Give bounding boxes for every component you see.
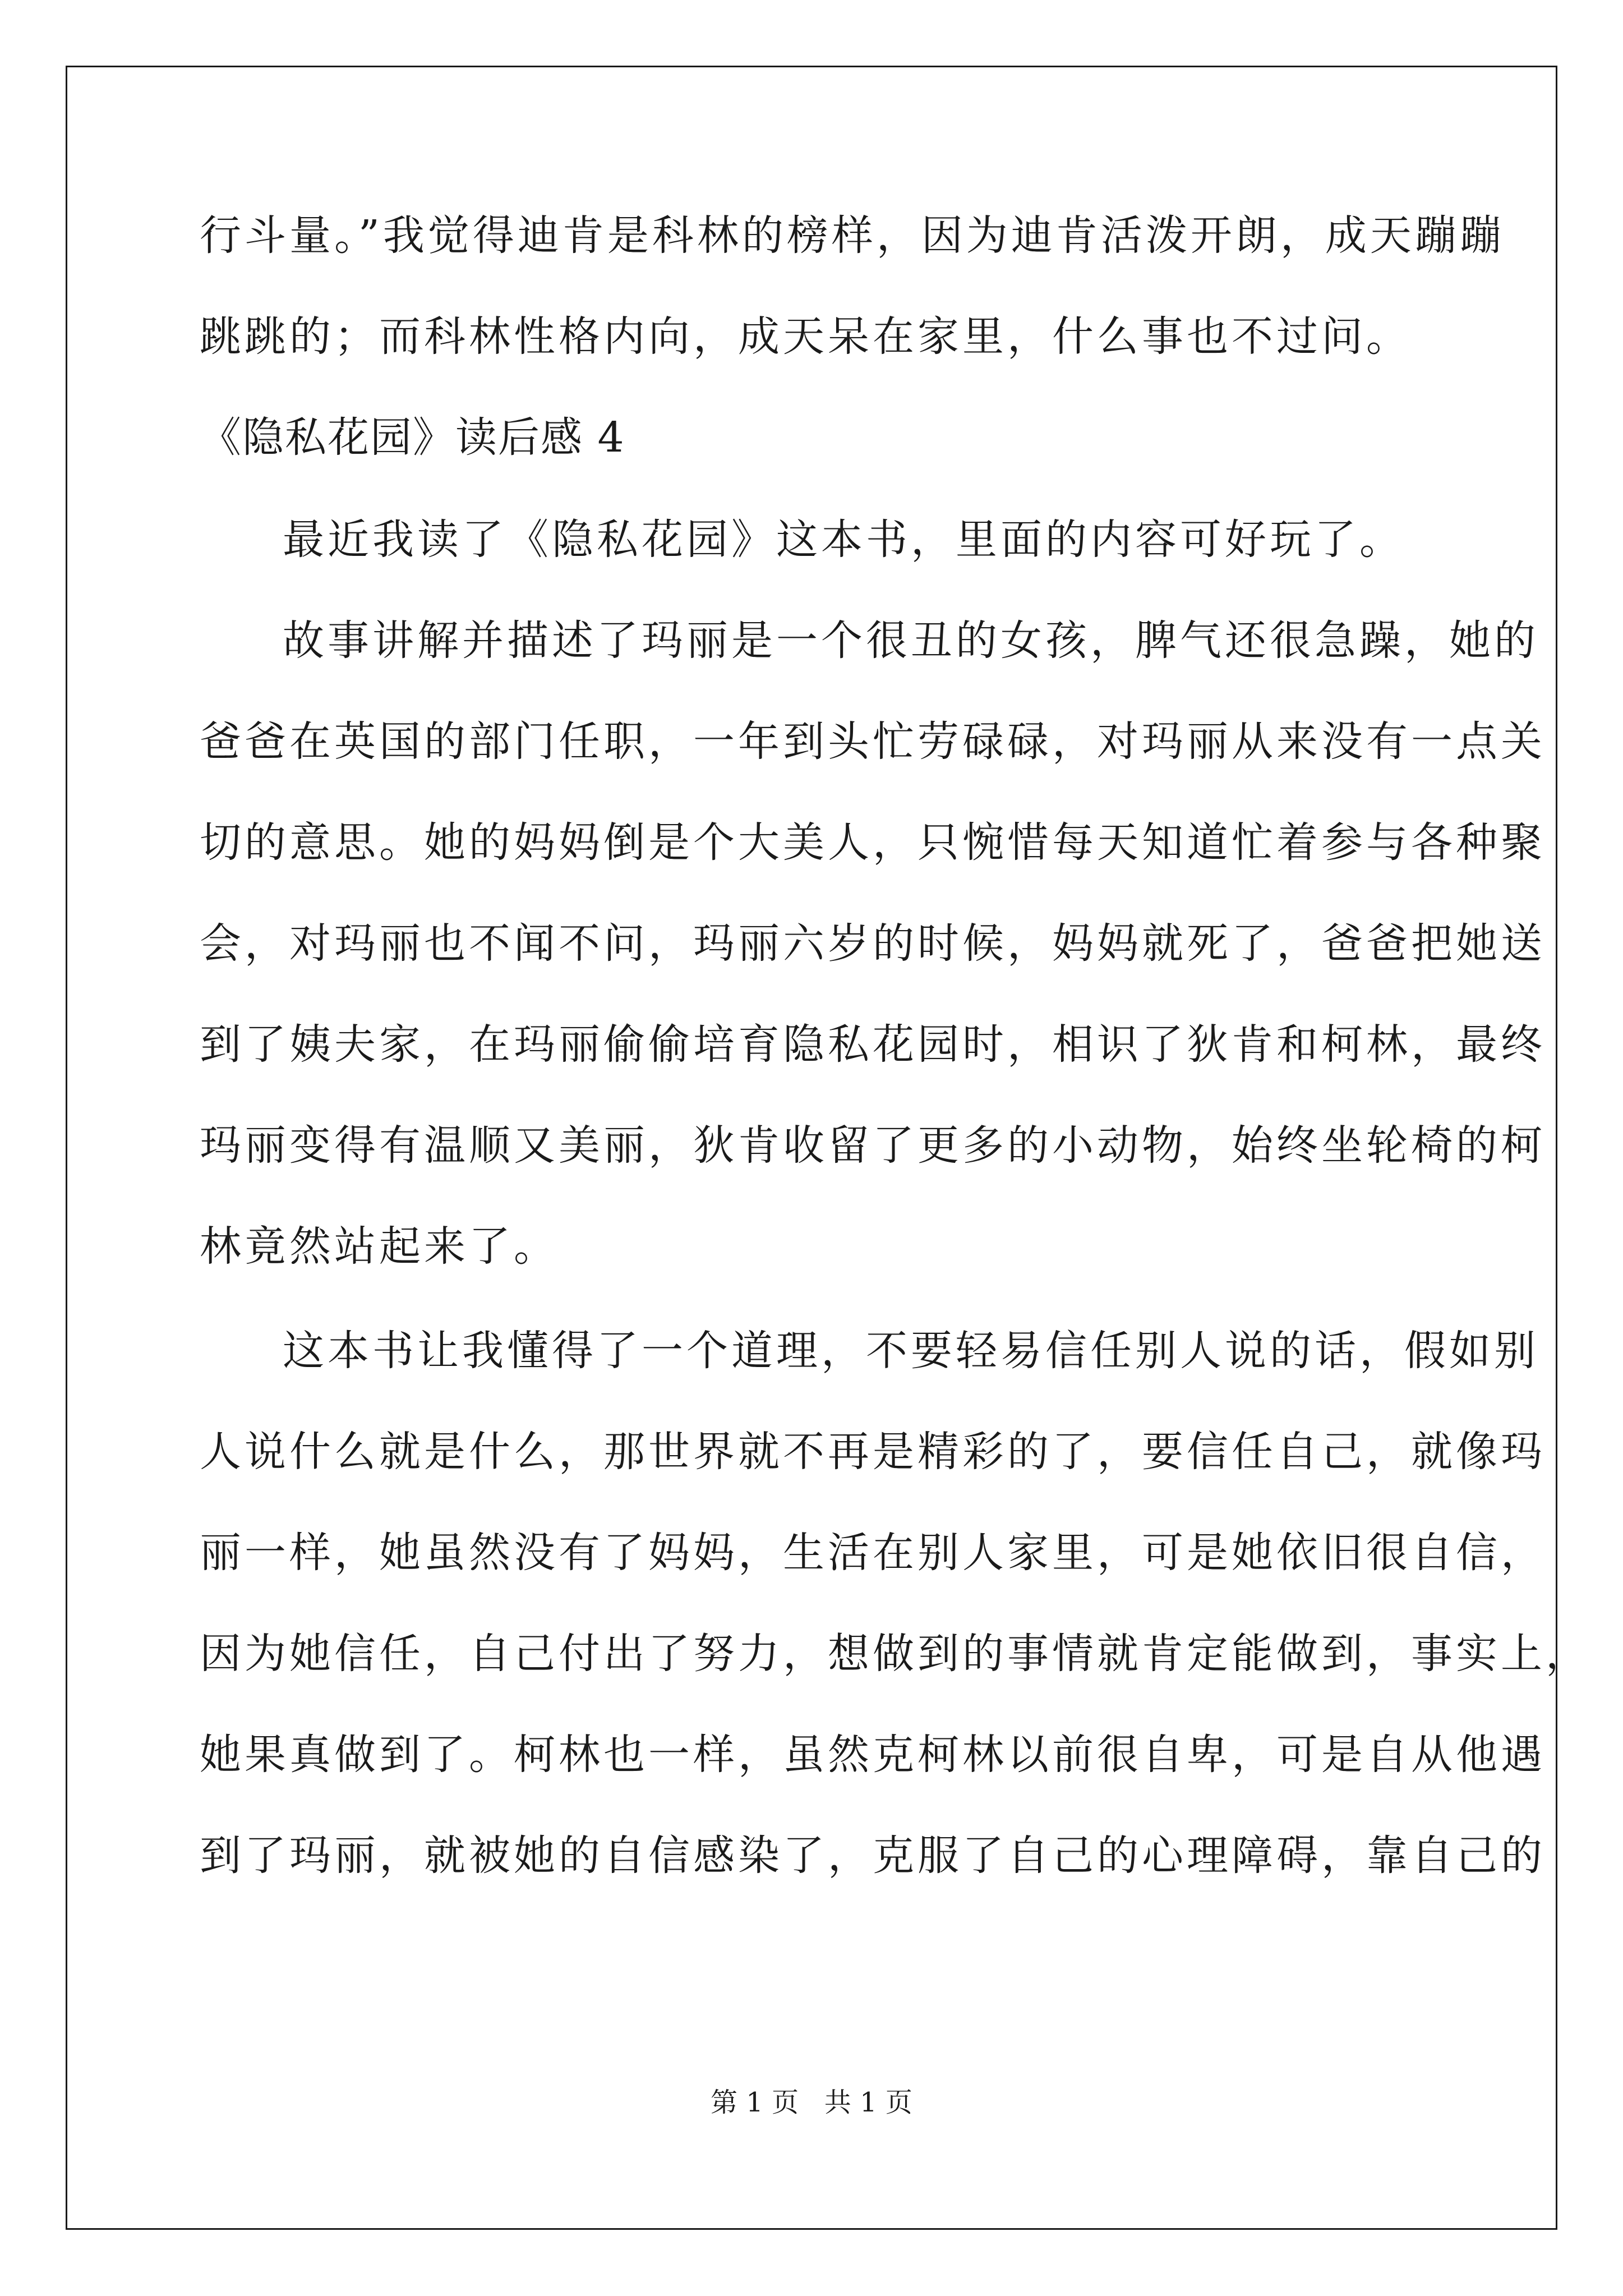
text-line: 她果真做到了。柯林也一样，虽然克柯林以前很自卑，可是自从他遇 xyxy=(200,1731,1546,1779)
text-line: 到了玛丽，就被她的自信感染了，克服了自己的心理障碍，靠自己的 xyxy=(200,1832,1546,1880)
text-line: 人说什么就是什么，那世界就不再是精彩的了，要信任自己，就像玛 xyxy=(200,1428,1546,1476)
text-line: 到了姨夫家，在玛丽偷偷培育隐私花园时，相识了狄肯和柯林，最终 xyxy=(200,1020,1546,1069)
paragraph-first-line: 最近我读了《隐私花园》这本书，里面的内容可好玩了。 xyxy=(283,516,1404,564)
text-line: 切的意思。她的妈妈倒是个大美人，只惋惜每天知道忙着参与各种聚 xyxy=(200,818,1546,867)
text-line: 玛丽变得有温顺又美丽，狄肯收留了更多的小动物，始终坐轮椅的柯 xyxy=(200,1121,1546,1170)
paragraph-first-line: 这本书让我懂得了一个道理，不要轻易信任别人说的话，假如别 xyxy=(283,1327,1539,1375)
text-line: 会，对玛丽也不闻不问，玛丽六岁的时候，妈妈就死了，爸爸把她送 xyxy=(200,919,1546,968)
text-line: 因为她信任，自己付出了努力，想做到的事情就肯定能做到，事实上， xyxy=(200,1630,1590,1678)
section-heading: 《隐私花园》读后感 4 xyxy=(200,413,625,462)
text-line: 行斗量。”我觉得迪肯是科林的榜样，因为迪肯活泼开朗，成天蹦蹦 xyxy=(200,211,1505,260)
text-line: 爸爸在英国的部门任职，一年到头忙劳碌碌，对玛丽从来没有一点关 xyxy=(200,717,1546,766)
text-line: 跳跳的；而科林性格内向，成天呆在家里，什么事也不过问。 xyxy=(200,312,1411,361)
paragraph-first-line: 故事讲解并描述了玛丽是一个很丑的女孩，脾气还很急躁，她的 xyxy=(283,616,1539,665)
text-line: 丽一样，她虽然没有了妈妈，生活在别人家里，可是她依旧很自信， xyxy=(200,1529,1546,1577)
page-footer: 第 1 页 共 1 页 xyxy=(711,2087,912,2118)
text-line: 林竟然站起来了。 xyxy=(200,1222,559,1271)
